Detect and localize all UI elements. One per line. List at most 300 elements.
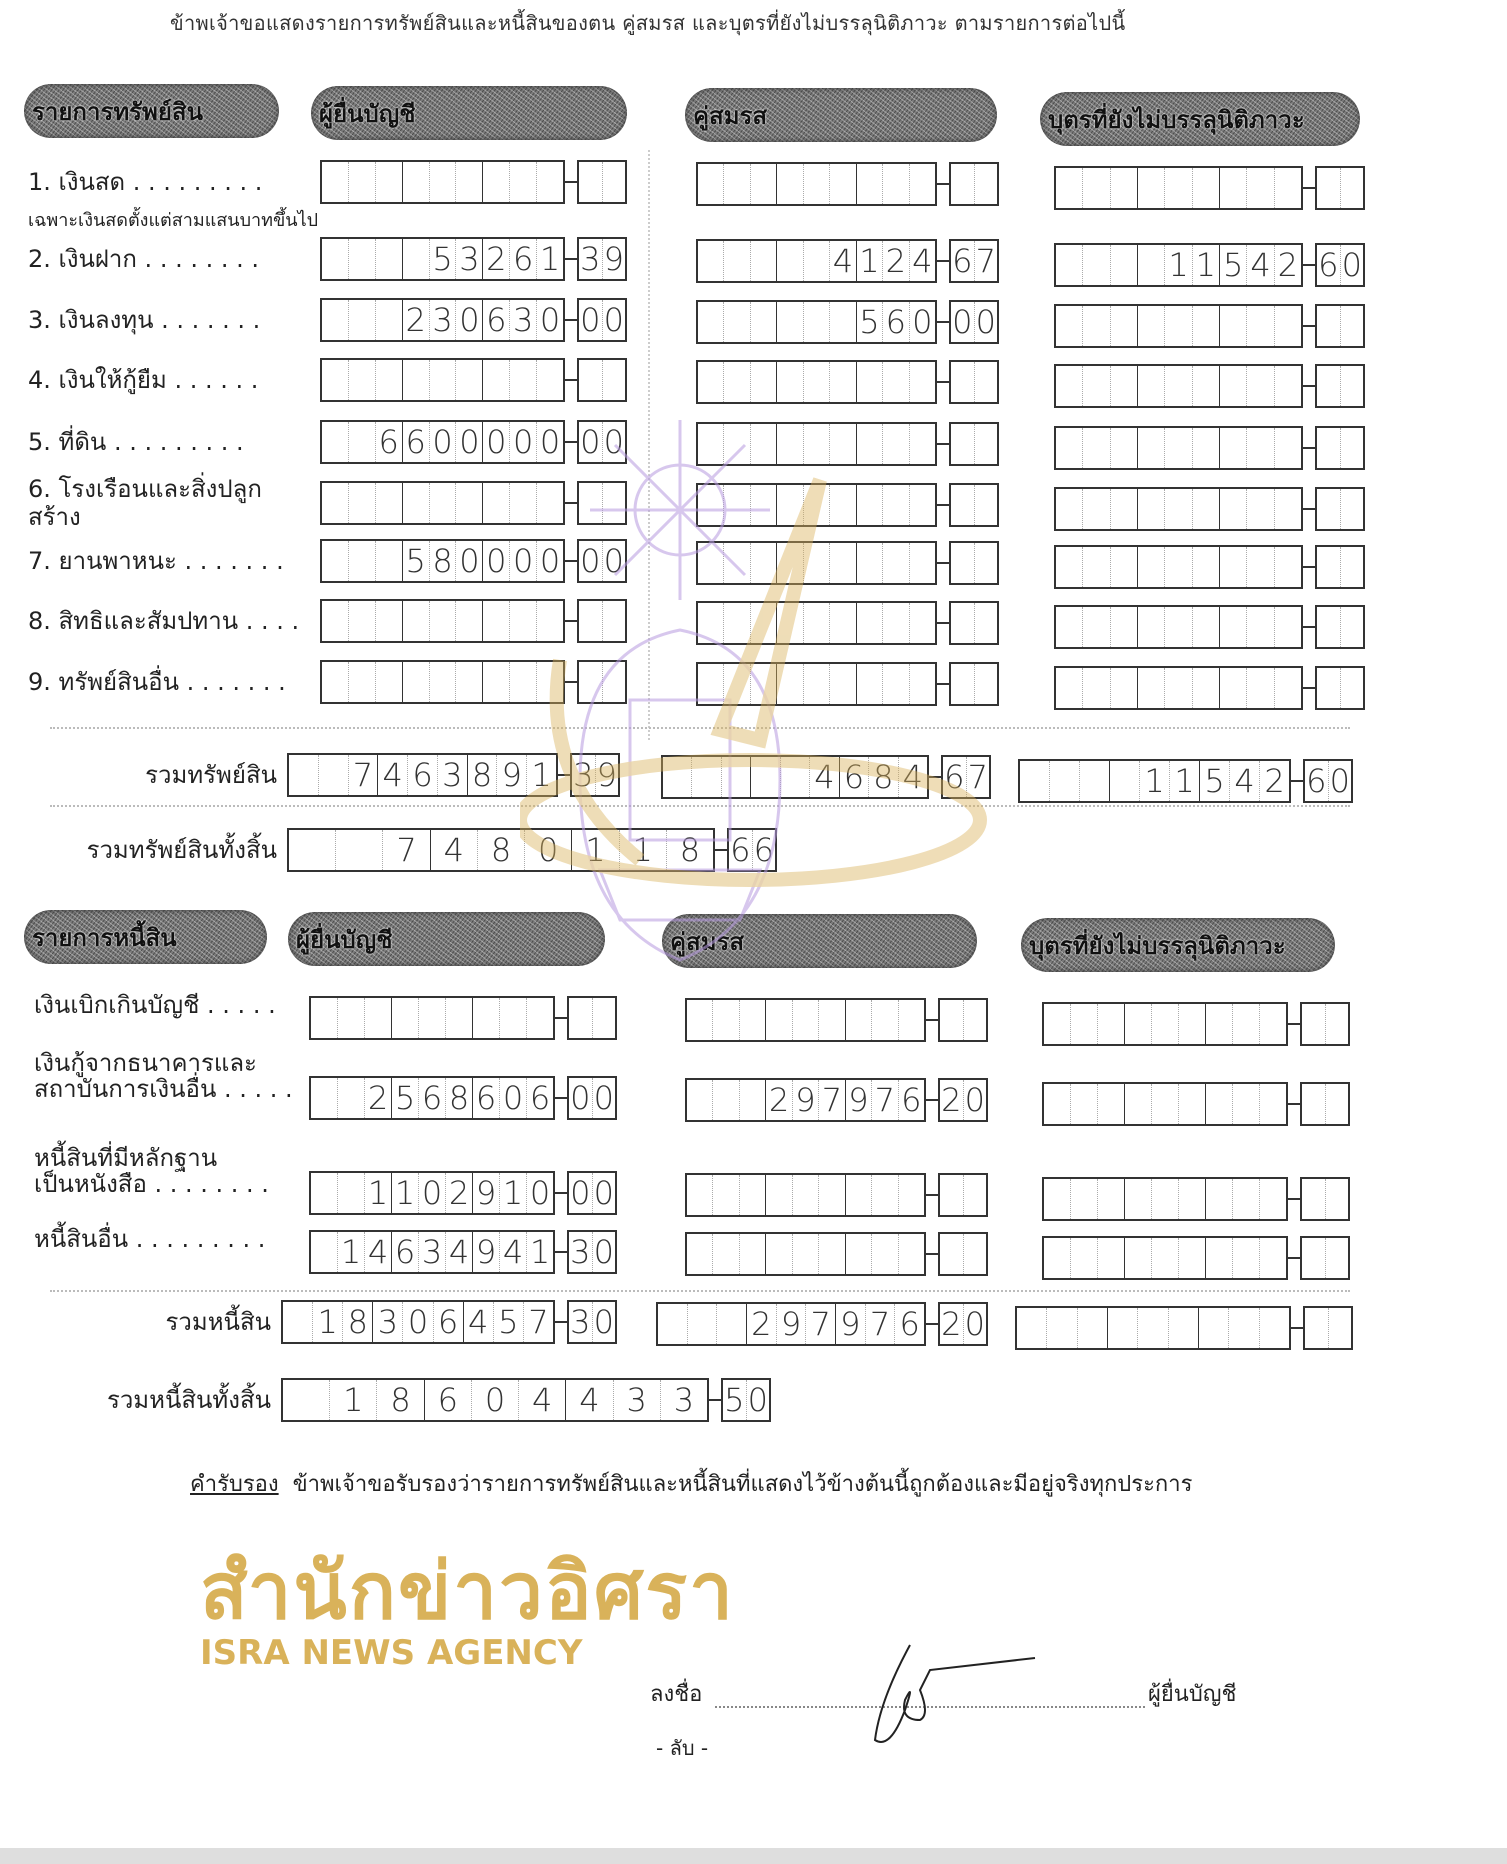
liability-row-label-block xyxy=(34,992,302,1018)
digit-group xyxy=(698,164,776,204)
asset-spouse-field[interactable] xyxy=(696,360,999,404)
total-assets-filer[interactable] xyxy=(287,753,620,797)
digit-slot xyxy=(1340,489,1364,529)
digit-group xyxy=(1137,547,1219,587)
liability-row-label-line2: สถาบันการเงินอื่น . . . . . xyxy=(34,1075,293,1103)
amount-baht xyxy=(281,1300,555,1344)
digit-slot: 3 xyxy=(580,240,601,278)
digit-group xyxy=(776,543,855,583)
amount-baht xyxy=(1054,364,1303,408)
digit-slot xyxy=(1192,168,1219,208)
decimal-separator xyxy=(558,774,570,776)
digit-slot: 7 xyxy=(966,757,990,797)
digit-group xyxy=(482,662,563,702)
asset-child-field[interactable] xyxy=(1054,487,1365,531)
digit-slot xyxy=(1192,489,1219,529)
asset-filer-field[interactable] xyxy=(320,660,627,704)
digit-slot xyxy=(1056,245,1082,285)
digit-slot xyxy=(1220,668,1246,708)
digit-slot xyxy=(882,543,908,583)
total-assets-spouse[interactable] xyxy=(661,755,991,799)
digit-slot xyxy=(909,164,935,204)
digit-slot xyxy=(1097,1179,1124,1219)
classification-mark: - ลับ - xyxy=(656,1736,709,1760)
digit-slot: 2 xyxy=(1259,761,1289,801)
digit-slot: 1 xyxy=(536,239,563,279)
decimal-separator xyxy=(1303,325,1315,327)
grand-total-assets-value[interactable] xyxy=(287,828,777,872)
decimal-separator xyxy=(709,1399,721,1401)
digit-slot xyxy=(1164,489,1191,529)
digit-slot xyxy=(723,241,749,281)
digit-slot: 4 xyxy=(518,1380,565,1420)
asset-child-field[interactable] xyxy=(1054,166,1365,210)
liability-spouse-field[interactable] xyxy=(685,1173,988,1217)
digit-slot xyxy=(1259,1238,1286,1278)
digit-group xyxy=(482,300,563,340)
digit-group xyxy=(1020,761,1109,801)
digit-slot xyxy=(429,162,456,202)
decimal-separator xyxy=(1303,385,1315,387)
liability-spouse-field[interactable] xyxy=(685,998,988,1042)
digit-group xyxy=(1137,306,1219,346)
liability-spouse-field[interactable] xyxy=(685,1232,988,1276)
amount-satang xyxy=(1315,166,1365,210)
digit-group xyxy=(463,1302,553,1342)
asset-child-field[interactable] xyxy=(1054,243,1365,287)
digit-slot: 3 xyxy=(377,1303,399,1341)
liability-filer-field[interactable] xyxy=(309,996,617,1040)
digit-slot: 6 xyxy=(486,301,507,339)
digit-slot xyxy=(455,662,482,702)
digit-slot xyxy=(1317,607,1340,647)
digit-group xyxy=(856,241,935,281)
decimal-separator xyxy=(565,319,577,321)
amount-baht xyxy=(320,599,565,643)
amount-satang xyxy=(577,358,627,402)
amount-satang xyxy=(1300,1082,1350,1126)
digit-slot xyxy=(803,603,829,643)
digit-slot xyxy=(322,162,348,202)
asset-filer-field[interactable] xyxy=(320,160,627,204)
total-liabilities-label: รวมหนี้สิน xyxy=(165,1308,271,1336)
decimal-separator xyxy=(1291,1327,1303,1329)
digit-slot: 5 xyxy=(1204,762,1225,800)
digit-group xyxy=(698,362,776,402)
digit-slot xyxy=(1164,607,1191,647)
amount-satang xyxy=(577,298,627,342)
digit-slot xyxy=(1317,168,1340,208)
amount-baht xyxy=(320,358,565,402)
digit-slot: 4 xyxy=(809,757,838,797)
digit-slot xyxy=(1220,547,1246,587)
total-liabilities-filer[interactable] xyxy=(281,1300,617,1344)
digit-slot xyxy=(777,664,802,704)
digit-slot xyxy=(1192,607,1219,647)
digit-slot xyxy=(1192,366,1219,406)
digit-slot xyxy=(375,162,402,202)
digit-slot: 6 xyxy=(375,422,402,462)
liability-child-field[interactable] xyxy=(1042,1177,1350,1221)
digit-slot xyxy=(1017,1308,1046,1348)
digit-slot: 0 xyxy=(580,542,601,580)
decimal-separator xyxy=(937,622,949,624)
total-liabilities-child[interactable] xyxy=(1015,1306,1353,1350)
digit-slot: 5 xyxy=(405,542,426,580)
decimal-separator xyxy=(937,321,949,323)
digit-group xyxy=(698,424,776,464)
digit-group xyxy=(1198,1308,1289,1348)
digit-slot: 9 xyxy=(776,1304,806,1344)
digit-group xyxy=(845,1080,924,1120)
digit-slot xyxy=(1164,668,1191,708)
digit-slot xyxy=(455,601,482,641)
digit-group xyxy=(402,601,483,641)
amount-satang xyxy=(938,998,988,1042)
digit-slot xyxy=(375,239,402,279)
digit-slot xyxy=(974,362,998,402)
digit-slot xyxy=(663,757,691,797)
liability-filer-field[interactable] xyxy=(309,1076,617,1120)
grand-total-liabilities-value[interactable] xyxy=(281,1378,771,1422)
digit-slot xyxy=(322,239,348,279)
amount-baht xyxy=(696,541,937,585)
digit-slot: 0 xyxy=(486,542,507,580)
digit-slot xyxy=(698,603,723,643)
asset-spouse-field[interactable] xyxy=(696,662,999,706)
digit-slot xyxy=(739,1175,765,1215)
digit-slot xyxy=(909,543,935,583)
asset-spouse-field[interactable] xyxy=(696,483,999,527)
digit-slot: 6 xyxy=(437,1381,458,1419)
digit-slot xyxy=(569,998,592,1038)
amount-baht xyxy=(309,1076,555,1120)
digit-slot xyxy=(536,360,563,400)
asset-child-field[interactable] xyxy=(1054,304,1365,348)
digit-group xyxy=(776,241,855,281)
digit-slot xyxy=(602,162,626,202)
digit-group xyxy=(402,662,483,702)
asset-spouse-field[interactable] xyxy=(696,422,999,466)
asset-spouse-field[interactable] xyxy=(696,239,999,283)
digit-slot xyxy=(322,601,348,641)
digit-slot: 8 xyxy=(445,1078,472,1118)
assets-filer-header: ผู้ยื่นบัญชี xyxy=(311,86,627,140)
digit-slot xyxy=(712,1175,738,1215)
digit-slot xyxy=(963,1175,987,1215)
digit-slot: 4 xyxy=(364,1232,391,1272)
digit-group xyxy=(482,483,563,523)
digit-slot xyxy=(1220,306,1246,346)
digit-slot: 1 xyxy=(1169,761,1199,801)
liability-child-field[interactable] xyxy=(1042,1002,1350,1046)
digit-group xyxy=(765,1000,844,1040)
liability-row-label: หนี้สินที่มีหลักฐาน xyxy=(34,1144,218,1172)
asset-child-field[interactable] xyxy=(1054,426,1365,470)
digit-slot xyxy=(348,483,375,523)
digit-group xyxy=(391,1232,472,1272)
digit-slot: 7 xyxy=(974,241,998,281)
digit-slot xyxy=(818,1234,844,1274)
digit-group xyxy=(698,485,776,525)
digit-slot xyxy=(687,1304,717,1344)
digit-slot xyxy=(335,830,382,870)
digit-slot xyxy=(1206,1238,1232,1278)
digit-slot xyxy=(1259,1179,1286,1219)
liability-child-field[interactable] xyxy=(1042,1082,1350,1126)
asset-filer-field[interactable] xyxy=(320,420,627,464)
digit-slot xyxy=(1259,1308,1289,1348)
digit-slot: 0 xyxy=(580,301,601,339)
amount-satang xyxy=(949,662,999,706)
digit-slot xyxy=(963,1234,987,1274)
digit-slot xyxy=(1110,428,1137,468)
digit-slot xyxy=(951,424,974,464)
decimal-separator xyxy=(937,683,949,685)
digit-slot xyxy=(750,664,776,704)
liabilities-filer-header: ผู้ยื่นบัญชี xyxy=(288,912,605,966)
digit-slot: 7 xyxy=(818,1080,844,1120)
digit-slot: 9 xyxy=(602,239,626,279)
digit-slot: 4 xyxy=(443,831,464,869)
digit-slot xyxy=(1178,1084,1205,1124)
digit-slot xyxy=(777,603,802,643)
digit-slot xyxy=(1151,1084,1178,1124)
digit-slot xyxy=(1206,1084,1232,1124)
digit-slot xyxy=(716,1304,746,1344)
asset-child-field[interactable] xyxy=(1054,666,1365,710)
amount-satang xyxy=(577,660,627,704)
liability-row-label-block xyxy=(34,1050,302,1102)
asset-row-label: 4. เงินให้กู้ยืม . . . . . . xyxy=(28,366,259,394)
asset-child-field[interactable] xyxy=(1054,364,1365,408)
liability-row-label: เงินเบิกเกินบัญชี . . . . . xyxy=(34,991,276,1019)
asset-child-field[interactable] xyxy=(1054,605,1365,649)
digit-slot: 3 xyxy=(570,1303,591,1341)
asset-filer-field[interactable] xyxy=(320,539,627,583)
digit-slot xyxy=(1097,1084,1124,1124)
digit-slot xyxy=(418,998,445,1038)
digit-slot xyxy=(1082,168,1109,208)
digit-slot xyxy=(687,1234,712,1274)
digit-group xyxy=(1219,489,1301,529)
digit-slot xyxy=(712,1080,738,1120)
digit-slot xyxy=(803,164,829,204)
digit-slot xyxy=(951,664,974,704)
digit-group xyxy=(1056,245,1137,285)
digit-slot xyxy=(1178,1004,1205,1044)
digit-slot xyxy=(1070,1004,1097,1044)
digit-slot xyxy=(348,360,375,400)
amount-satang xyxy=(938,1173,988,1217)
digit-slot: 0 xyxy=(909,302,935,342)
digit-slot xyxy=(829,543,855,583)
decimal-separator xyxy=(926,1194,938,1196)
digit-slot xyxy=(1044,1179,1070,1219)
digit-slot: 0 xyxy=(570,1174,591,1212)
digit-slot: 5 xyxy=(1222,246,1244,284)
digit-slot xyxy=(1110,168,1137,208)
digit-slot xyxy=(1164,366,1191,406)
digit-slot xyxy=(898,1000,924,1040)
digit-group xyxy=(1205,1004,1286,1044)
digit-slot xyxy=(1138,306,1164,346)
digit-slot: 0 xyxy=(963,1080,987,1120)
total-liabilities-spouse[interactable] xyxy=(656,1302,988,1346)
digit-slot xyxy=(1274,366,1301,406)
decimal-separator xyxy=(1288,1023,1300,1025)
amount-satang xyxy=(1315,666,1365,710)
digit-group xyxy=(1219,547,1301,587)
digit-slot xyxy=(348,162,375,202)
digit-slot: 1 xyxy=(329,1380,376,1420)
digit-slot xyxy=(579,662,602,702)
digit-slot xyxy=(536,162,563,202)
digit-slot: 6 xyxy=(433,1302,463,1342)
digit-slot: 0 xyxy=(746,1380,770,1420)
digit-slot xyxy=(940,1175,963,1215)
digit-slot: 1 xyxy=(526,755,556,795)
digit-slot xyxy=(723,424,749,464)
liability-child-field[interactable] xyxy=(1042,1236,1350,1280)
digit-slot xyxy=(658,1304,687,1344)
digit-slot: 2 xyxy=(882,241,908,281)
digit-slot: 4 xyxy=(1229,761,1259,801)
digit-group xyxy=(322,239,402,279)
digit-group xyxy=(856,164,935,204)
digit-slot: 3 xyxy=(660,1380,707,1420)
digit-slot xyxy=(974,164,998,204)
asset-spouse-field[interactable] xyxy=(696,300,999,344)
digit-slot xyxy=(712,1234,738,1274)
digit-slot xyxy=(1206,1179,1232,1219)
digit-slot: 7 xyxy=(865,1304,895,1344)
asset-filer-field[interactable] xyxy=(320,358,627,402)
digit-group xyxy=(311,1078,391,1118)
decimal-separator xyxy=(1303,187,1315,189)
digit-slot: 0 xyxy=(455,300,482,340)
digit-slot xyxy=(1110,489,1137,529)
amount-satang xyxy=(949,360,999,404)
asset-child-field[interactable] xyxy=(1054,545,1365,589)
digit-slot: 1 xyxy=(585,831,606,869)
digit-slot xyxy=(602,601,626,641)
decimal-separator xyxy=(1288,1103,1300,1105)
digit-slot: 8 xyxy=(666,830,713,870)
amount-baht xyxy=(685,1232,926,1276)
digit-slot xyxy=(1044,1004,1070,1044)
digit-group xyxy=(402,360,483,400)
amount-satang xyxy=(1300,1177,1350,1221)
digit-slot xyxy=(829,603,855,643)
digit-slot xyxy=(403,662,429,702)
digit-slot xyxy=(289,755,318,795)
digit-group xyxy=(1056,306,1137,346)
digit-slot: 6 xyxy=(894,1304,924,1344)
digit-slot xyxy=(322,360,348,400)
amount-satang xyxy=(577,237,627,281)
digit-group xyxy=(776,302,855,342)
amount-satang xyxy=(941,755,991,799)
asset-filer-field[interactable] xyxy=(320,481,627,525)
digit-slot xyxy=(579,162,602,202)
asset-spouse-field[interactable] xyxy=(696,601,999,645)
digit-slot xyxy=(364,998,391,1038)
digit-slot xyxy=(1340,366,1364,406)
digit-slot xyxy=(974,603,998,643)
digit-slot xyxy=(337,1078,364,1118)
liability-spouse-field[interactable] xyxy=(685,1078,988,1122)
amount-satang xyxy=(567,996,617,1040)
liability-filer-field[interactable] xyxy=(309,1230,617,1274)
digit-group xyxy=(482,239,563,279)
digit-slot: 1 xyxy=(1139,761,1169,801)
digit-slot xyxy=(871,1000,897,1040)
digit-group xyxy=(402,483,483,523)
digit-slot: 4 xyxy=(445,1232,472,1272)
digit-slot: 0 xyxy=(974,302,998,342)
asset-filer-field[interactable] xyxy=(320,599,627,643)
digit-group xyxy=(322,541,402,581)
total-assets-child[interactable] xyxy=(1018,759,1353,803)
digit-slot xyxy=(1274,168,1301,208)
digit-slot xyxy=(698,164,723,204)
digit-group xyxy=(856,485,935,525)
digit-slot xyxy=(803,241,829,281)
digit-group xyxy=(1124,1004,1205,1044)
digit-slot xyxy=(1317,668,1340,708)
asset-row-label: 2. เงินฝาก . . . . . . . . xyxy=(28,245,259,273)
digit-group xyxy=(1137,489,1219,529)
digit-slot xyxy=(687,1000,712,1040)
liability-filer-field[interactable] xyxy=(309,1171,617,1215)
amount-satang xyxy=(1315,545,1365,589)
digit-slot xyxy=(698,664,723,704)
digit-slot xyxy=(1259,1004,1286,1044)
asset-spouse-field[interactable] xyxy=(696,541,999,585)
digit-slot xyxy=(311,998,337,1038)
digit-slot: 4 xyxy=(909,241,935,281)
digit-slot xyxy=(483,483,509,523)
digit-slot: 0 xyxy=(486,423,507,461)
digit-slot xyxy=(1206,1004,1232,1044)
digit-slot xyxy=(723,362,749,402)
digit-slot: 0 xyxy=(570,1079,591,1117)
amount-satang xyxy=(949,239,999,283)
digit-group xyxy=(1124,1179,1205,1219)
amount-satang xyxy=(1303,759,1353,803)
digit-slot xyxy=(829,664,855,704)
digit-slot xyxy=(602,483,626,523)
digit-slot xyxy=(857,485,882,525)
digit-slot xyxy=(691,757,720,797)
asset-spouse-field[interactable] xyxy=(696,162,999,206)
amount-baht xyxy=(320,481,565,525)
digit-slot xyxy=(1138,489,1164,529)
digit-slot: 6 xyxy=(843,758,865,796)
amount-satang xyxy=(1303,1306,1353,1350)
digit-slot xyxy=(1110,761,1139,801)
digit-slot xyxy=(1056,668,1082,708)
digit-slot xyxy=(766,1000,791,1040)
digit-slot xyxy=(1228,1308,1258,1348)
asset-filer-field[interactable] xyxy=(320,298,627,342)
asset-filer-field[interactable] xyxy=(320,237,627,281)
digit-group xyxy=(391,998,472,1038)
digit-group xyxy=(1137,668,1219,708)
digit-slot xyxy=(1274,668,1301,708)
digit-slot xyxy=(322,422,348,462)
